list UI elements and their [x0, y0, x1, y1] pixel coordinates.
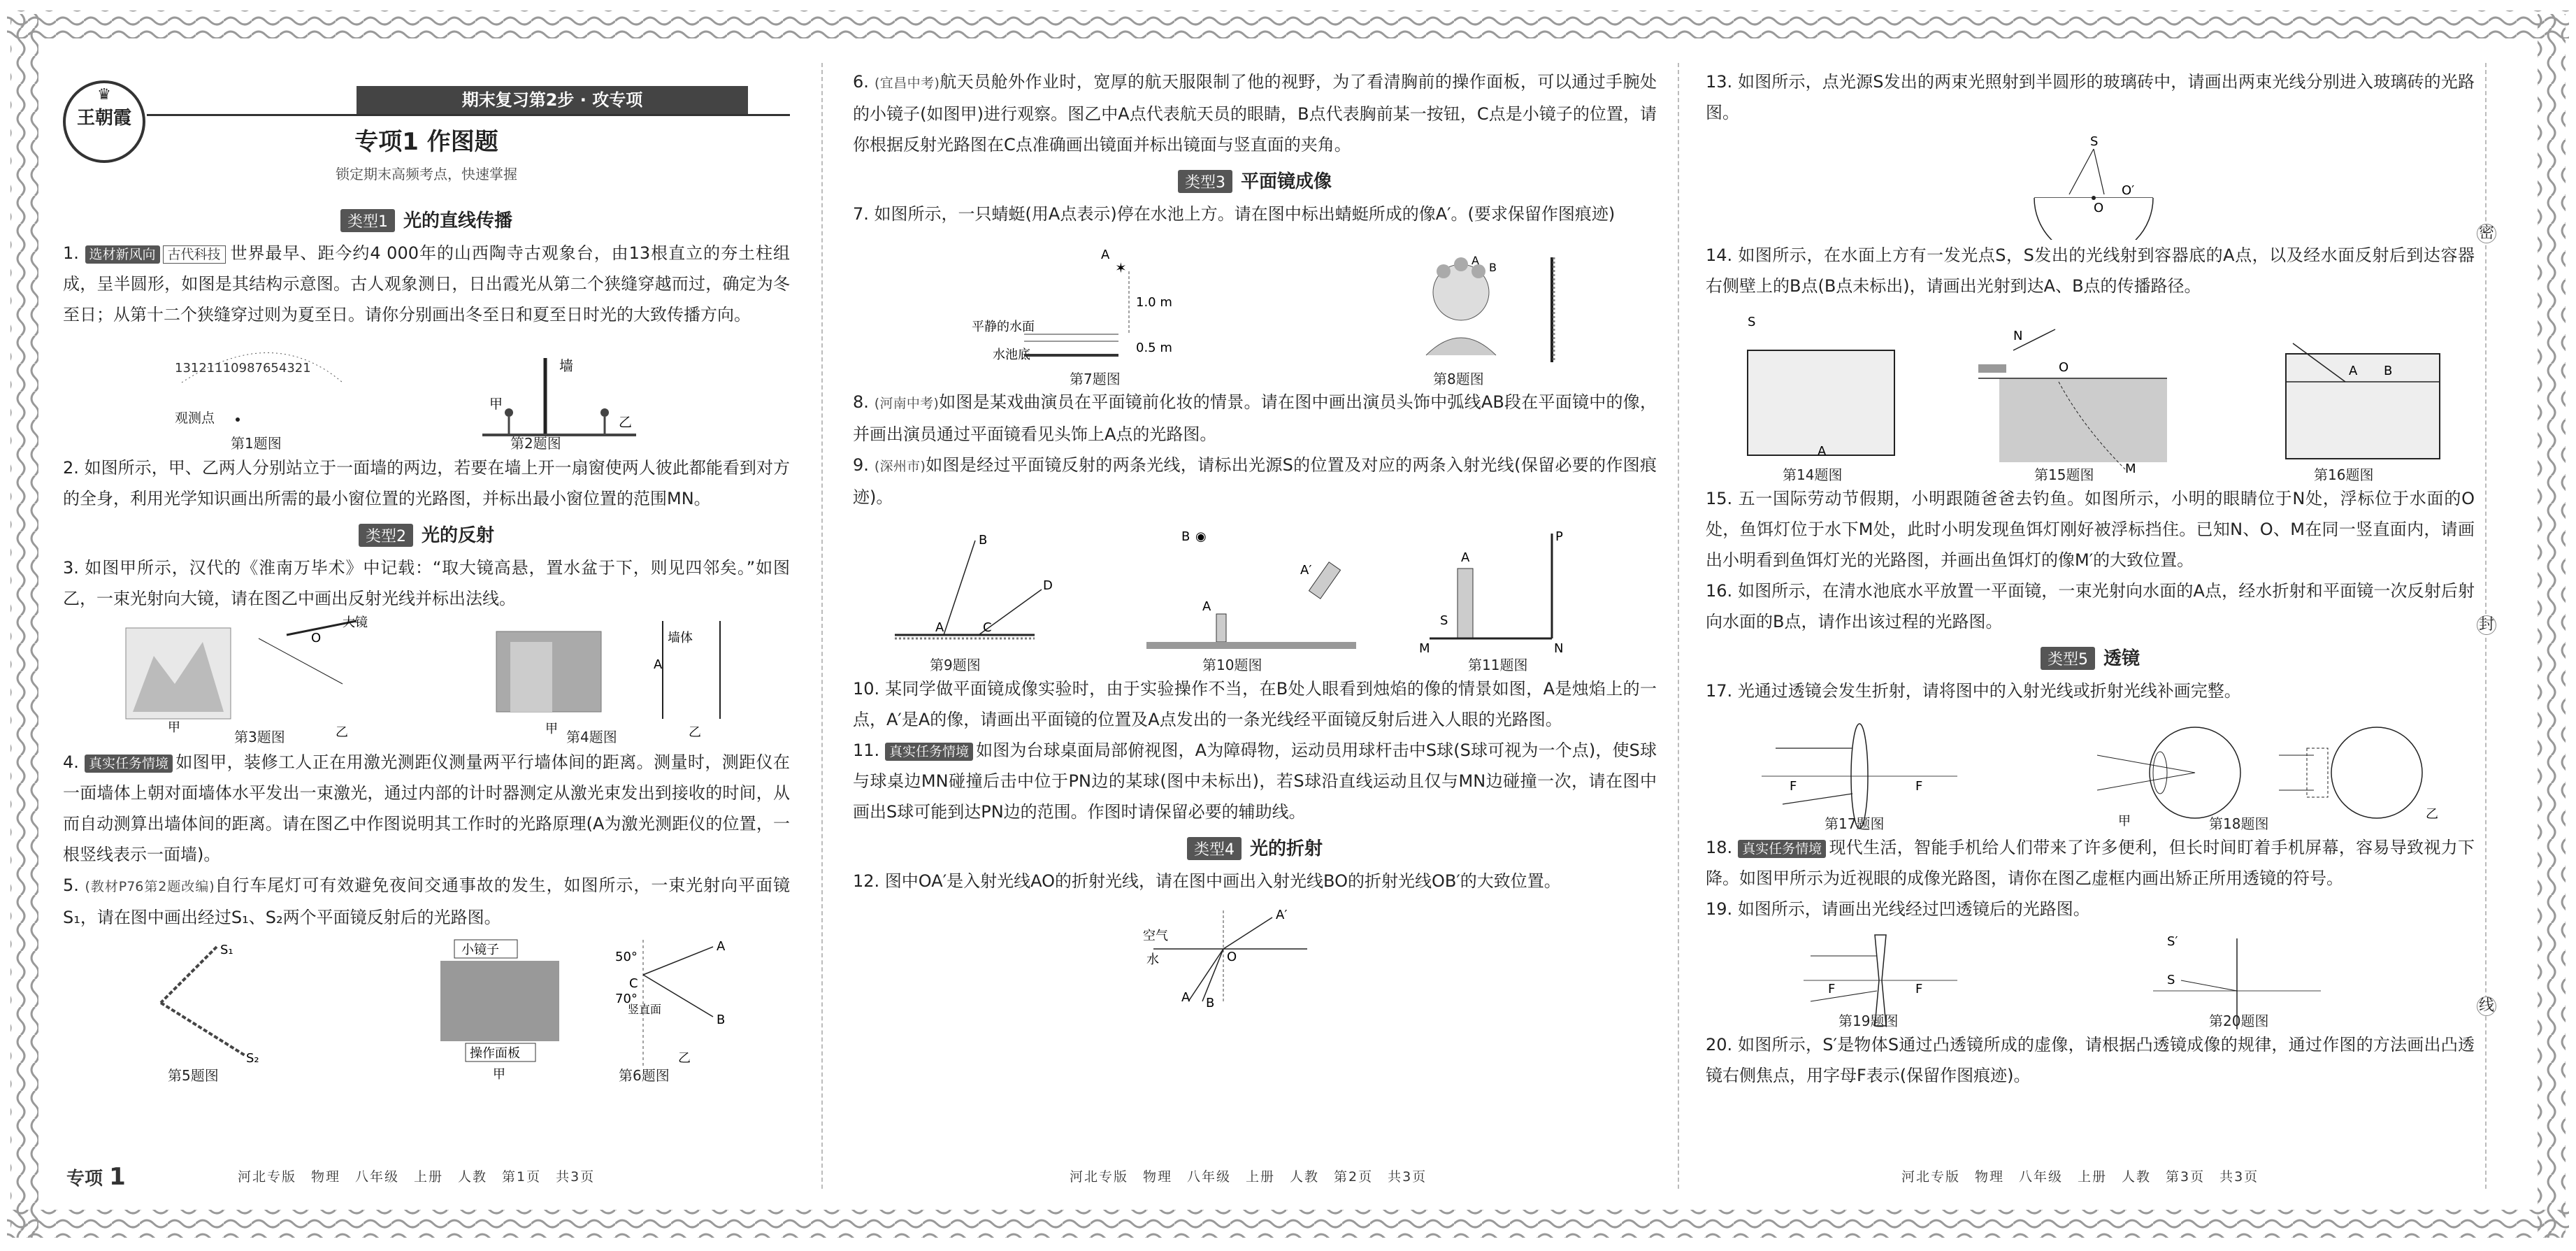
- svg-text:0.5 m: 0.5 m: [1136, 341, 1172, 355]
- column-page-2: [853, 66, 1657, 1185]
- svg-text:A: A: [1472, 254, 1479, 267]
- question-7: 7. 如图所示，一只蜻蜓(用A点表示)停在水池上方。请在图中标出蜻蜓所成的像A′。(要求保留作图痕迹): [853, 204, 1616, 224]
- svg-text:甲: 甲: [489, 396, 503, 412]
- svg-text:操作面板: 操作面板: [470, 1046, 520, 1061]
- svg-text:乙: 乙: [689, 725, 701, 740]
- figure-caption: 第14题图: [1783, 466, 1843, 483]
- figure-caption: 第18题图: [2209, 815, 2269, 832]
- seal-char: 密: [2477, 224, 2496, 243]
- question-5: 5. (教材P76第2题改编)自行车尾灯可有效避免夜间交通事故的发生，如图所示，一束光射向平面镜S₁，请在图中画出经过S₁、S₂两个平面镜反射后的光路图。: [63, 875, 790, 927]
- svg-text:小镜子: 小镜子: [461, 943, 499, 957]
- figure-caption: 第8题图: [1433, 371, 1484, 387]
- type-badge: 类型1: [340, 209, 395, 232]
- svg-text:A: A: [1461, 550, 1470, 565]
- figure-caption: 第3题图: [234, 729, 285, 745]
- svg-text:50°: 50°: [615, 950, 638, 964]
- type-heading: 类型1 光的直线传播: [63, 206, 790, 232]
- figure-caption: 第10题图: [1202, 657, 1262, 673]
- svg-text:S₁: S₁: [220, 943, 233, 957]
- svg-text:C: C: [983, 620, 992, 635]
- svg-text:A: A: [935, 620, 944, 635]
- figure-caption: 第7题图: [1070, 371, 1121, 387]
- seal-char: 封: [2477, 615, 2496, 635]
- svg-text:A′: A′: [1300, 563, 1312, 578]
- eye-icon: ◉: [1195, 529, 1207, 544]
- svg-text:S: S: [2167, 973, 2175, 987]
- question-11: 11. 真实任务情境 如图为台球桌面局部俯视图，A为障碍物，运动员用球杆击中S球(S球可视为一个点)，使S球与球桌边MN碰撞后击中位于PN边的某球(图中未标出)，若S球沿直线运动且仅与MN边碰撞一次，请在图中画出S球可能到达PN边的范围。作图时请保留必要的辅助线。: [853, 741, 1657, 822]
- svg-text:甲: 甲: [168, 720, 180, 735]
- page-subtitle: 锁定期末高频考点，快速掌握: [336, 166, 517, 183]
- question-3: 3. 如图甲所示，汉代的《淮南万毕术》中记载：“取大镜高悬，置水盆于下，则见四邻矣。”如图乙，一束光射向大镜，请在图乙中画出反射光线并标出法线。: [63, 558, 790, 608]
- column-page-3: [1706, 66, 2475, 1185]
- svg-text:F: F: [1915, 982, 1923, 996]
- brand-logo: ♛ 王朝霞: [63, 80, 145, 163]
- type-badge: 类型2: [359, 524, 413, 547]
- question-8: 8. (河南中考)如图是某戏曲演员在平面镜前化妆的情景。请在图中画出演员头饰中弧线AB段在平面镜中的像，并画出演员通过平面镜看见头饰上A点的光路图。: [853, 392, 1657, 444]
- question-10: 10. 某同学做平面镜成像实验时，由于实验操作不当，在B处人眼看到烛焰的像的情景如图，A是烛焰上的一点，A′是A的像，请画出平面镜的位置及A点发出的一条光线经平面镜反射后进入人眼的光路图。: [853, 679, 1657, 729]
- column-divider: [1678, 63, 1679, 1189]
- question-14: 14. 如图所示，在水面上方有一发光点S，S发出的光线射到容器底的A点，以及经水面反射后到达容器右侧壁上的B点(B点未标出)，请画出光射到达A、B点的传播路径。: [1706, 245, 2475, 296]
- type-heading: 类型3 平面镜成像: [853, 167, 1657, 193]
- footer-page-2: 河北专版 物理 八年级 上册 人教 第2页 共3页: [1070, 1169, 1427, 1185]
- type-badge: 类型4: [1187, 837, 1242, 860]
- svg-text:F: F: [1915, 779, 1923, 794]
- question-4: 4. 真实任务情境 如图甲，装修工人正在用激光测距仪测量两平行墙体间的距离。测量时，测距仪在一面墙体上朝对面墙体水平发出一束激光，通过内部的计时器测定从激光束发出到接收的时间，从而自动测算出墙体间的距离。请在图乙中作图说明其工作时的光路原理(A为激光测距仪的位置，一根竖线表示一面墙)。: [63, 752, 790, 864]
- seal-char: 线: [2477, 996, 2496, 1016]
- figure-caption: 第5题图: [168, 1067, 219, 1084]
- type-heading: 类型4 光的折射: [853, 834, 1657, 860]
- svg-text:甲: 甲: [2118, 814, 2131, 829]
- figures-19-20: [1706, 924, 2475, 1029]
- figure-9-11-drawing: [853, 513, 1657, 673]
- question-1: 1. 选材新风向 古代科技 世界最早、距今约4 000年的山西陶寺古观象台，由13根直立的夯土柱组成，呈半圆形，如图是其结构示意图。古人观象测日，日出霞光从第二个狭缝穿越而过，确定为冬至日；从第十二个狭缝穿过则为夏至日。请你分别画出冬至日和夏至日时光的大致传播方向。: [63, 243, 790, 324]
- svg-text:乙: 乙: [336, 725, 348, 740]
- type-badge: 类型5: [2041, 647, 2095, 670]
- svg-text:M: M: [1419, 641, 1430, 656]
- svg-text:空气: 空气: [1143, 929, 1168, 943]
- svg-text:S₂: S₂: [246, 1051, 259, 1066]
- figure-caption: 第17题图: [1825, 815, 1885, 832]
- figures-5-6: [63, 933, 790, 1083]
- svg-text:甲: 甲: [493, 1067, 505, 1082]
- svg-text:A: A: [1101, 248, 1110, 262]
- svg-text:13121110987654321: 13121110987654321: [175, 361, 311, 376]
- column-page-1: [63, 66, 790, 1185]
- crown-icon: ♛: [97, 86, 111, 103]
- figure-3-4-drawing: [63, 614, 790, 747]
- type-heading: 类型5 透镜: [1706, 644, 2475, 670]
- question-18: 18. 真实任务情境 现代生活，智能手机给人们带来了许多便利，但长时间盯着手机屏幕，容易导致视力下降。如图甲所示为近视眼的成像光路图，请你在图乙虚框内画出矫正所用透镜的符号。: [1706, 838, 2475, 888]
- page-title: 专项1 作图题: [354, 128, 498, 156]
- svg-text:M: M: [2125, 462, 2136, 476]
- footer-section: 专项 1: [66, 1163, 126, 1191]
- svg-text:墙: 墙: [559, 357, 573, 374]
- svg-text:S: S: [2090, 134, 2099, 149]
- figure-caption: 第6题图: [619, 1067, 670, 1084]
- svg-text:N: N: [2013, 329, 2023, 343]
- figure-12-drawing: [853, 896, 1657, 1008]
- svg-text:B: B: [979, 533, 988, 548]
- question-6: 6. (宜昌中考)航天员舱外作业时，宽厚的航天服限制了他的视野，为了看清胸前的操作面板，可以通过手腕处的小镜子(如图甲)进行观察。图乙中A点代表航天员的眼睛，B点代表胸前某一按钮，C点是小镜子的位置，请你根据反射光路图在C点准确画出镜面并标出镜面与竖直面的夹角。: [853, 72, 1657, 155]
- figures-9-11: [853, 513, 1657, 673]
- figure-caption: 第15题图: [2034, 466, 2094, 483]
- question-2: 2. 如图所示，甲、乙两人分别站立于一面墙的两边，若要在墙上开一扇窗使两人彼此都能看到对方的全身，利用光学知识画出所需的最小窗位置的光路图，并标出最小窗位置的范围MN。: [63, 458, 790, 508]
- question-20: 20. 如图所示，S′是物体S通过凸透镜所成的虚像，请根据凸透镜成像的规律，通过作图的方法画出凸透镜右侧焦点，用字母F表示(保留作图痕迹)。: [1706, 1035, 2475, 1085]
- svg-text:F: F: [1828, 982, 1836, 996]
- figures-1-2: [63, 330, 790, 452]
- svg-text:O′: O′: [2122, 183, 2135, 198]
- page-header: [63, 66, 790, 199]
- figure-caption: 第2题图: [510, 435, 561, 452]
- question-17: 17. 光通过透镜会发生折射，请将图中的入射光线或折射光线补画完整。: [1706, 681, 2241, 701]
- footer-page-3: 河北专版 物理 八年级 上册 人教 第3页 共3页: [1901, 1169, 2259, 1185]
- svg-text:竖直面: 竖直面: [628, 1003, 662, 1016]
- svg-text:甲: 甲: [545, 722, 558, 736]
- review-banner: 期末复习第2步 · 攻专项: [357, 86, 748, 114]
- svg-text:A: A: [654, 657, 663, 672]
- svg-text:乙: 乙: [2426, 807, 2438, 822]
- figure-12: [853, 896, 1657, 1008]
- svg-text:O: O: [2094, 201, 2104, 215]
- svg-text:O: O: [2059, 360, 2069, 375]
- figure-14-16-drawing: [1706, 301, 2475, 483]
- figure-1-2-drawing: [63, 330, 790, 452]
- figure-caption: 第16题图: [2314, 466, 2374, 483]
- svg-text:A: A: [1202, 599, 1211, 614]
- svg-text:B: B: [1206, 996, 1215, 1008]
- figure-7-8-drawing: [853, 229, 1657, 387]
- svg-text:乙: 乙: [619, 415, 633, 430]
- figures-17-18: [1706, 706, 2475, 832]
- svg-text:1.0 m: 1.0 m: [1136, 295, 1172, 310]
- svg-text:F: F: [1790, 779, 1797, 794]
- svg-text:C: C: [629, 976, 638, 991]
- svg-text:A: A: [717, 939, 726, 954]
- svg-text:P: P: [1555, 529, 1563, 544]
- figure-caption: 第4题图: [566, 729, 617, 745]
- question-12: 12. 图中OA′是入射光线AO的折射光线，请在图中画出入射光线BO的折射光线OB′的大致位置。: [853, 871, 1561, 891]
- question-15: 15. 五一国际劳动节假期，小明跟随爸爸去钓鱼。如图所示，小明的眼睛位于N处，浮标位于水面的O处，鱼饵灯位于水下M处，此时小明发现鱼饵灯刚好被浮标挡住。已知N、O、M在同一竖直面内，请画出小明看到鱼饵灯光的光路图，并画出鱼饵灯的像M′的大致位置。: [1706, 489, 2475, 570]
- figure-caption: 第19题图: [1839, 1013, 1899, 1029]
- figure-13: [1706, 128, 2475, 240]
- figure-17-18-drawing: [1706, 706, 2475, 832]
- svg-text:A: A: [1181, 990, 1190, 1005]
- svg-text:B: B: [717, 1013, 726, 1027]
- question-19: 19. 如图所示，请画出光线经过凹透镜后的光路图。: [1706, 899, 2090, 919]
- figures-14-16: [1706, 301, 2475, 483]
- figure-caption: 第1题图: [231, 435, 282, 452]
- svg-text:S: S: [1748, 315, 1756, 329]
- svg-text:平静的水面: 平静的水面: [972, 320, 1035, 334]
- svg-text:A: A: [1818, 444, 1827, 459]
- column-divider: [821, 63, 823, 1189]
- question-9: 9. (深州市)如图是经过平面镜反射的两条光线，请标出光源S的位置及对应的两条入射光线(保留必要的作图痕迹)。: [853, 455, 1657, 507]
- figure-13-drawing: [1706, 128, 2475, 240]
- svg-text:N: N: [1554, 641, 1564, 656]
- figure-19-20-drawing: [1706, 924, 2475, 1029]
- type-badge: 类型3: [1178, 170, 1232, 193]
- question-13: 13. 如图所示，点光源S发出的两束光照射到半圆形的玻璃砖中，请画出两束光线分别进入玻璃砖的光路图。: [1706, 72, 2475, 122]
- svg-text:B: B: [1489, 261, 1497, 274]
- svg-text:70°: 70°: [615, 992, 638, 1006]
- svg-text:A: A: [2349, 364, 2358, 378]
- figure-caption: 第20题图: [2209, 1013, 2269, 1029]
- svg-text:B: B: [2384, 364, 2393, 378]
- svg-text:观测点: 观测点: [175, 410, 215, 426]
- figures-7-8: [853, 229, 1657, 387]
- svg-text:大镜: 大镜: [343, 615, 368, 630]
- type-heading: 类型2 光的反射: [63, 521, 790, 547]
- svg-text:水: 水: [1146, 952, 1159, 967]
- footer-page-1: 河北专版 物理 八年级 上册 人教 第1页 共3页: [238, 1169, 596, 1185]
- svg-text:B: B: [1181, 529, 1190, 544]
- svg-text:墙体: 墙体: [668, 631, 693, 645]
- figure-caption: 第9题图: [930, 657, 981, 673]
- figure-caption: 第11题图: [1468, 657, 1528, 673]
- svg-text:D: D: [1043, 578, 1053, 593]
- question-16: 16. 如图所示，在清水池底水平放置一平面镜，一束光射向水面的A点，经水折射和平面镜一次反射后射向水面的B点，请作出该过程的光路图。: [1706, 581, 2475, 631]
- svg-text:乙: 乙: [678, 1051, 691, 1066]
- figures-3-4: [63, 614, 790, 747]
- dragonfly-icon: ✶: [1115, 259, 1127, 276]
- svg-text:S: S: [1440, 613, 1448, 628]
- svg-text:O: O: [311, 631, 322, 645]
- svg-text:A′: A′: [1276, 908, 1288, 922]
- svg-text:O: O: [1227, 950, 1237, 964]
- svg-text:水池底: 水池底: [993, 348, 1030, 362]
- svg-text:S′: S′: [2167, 934, 2178, 949]
- figure-5-6-drawing: [63, 933, 790, 1083]
